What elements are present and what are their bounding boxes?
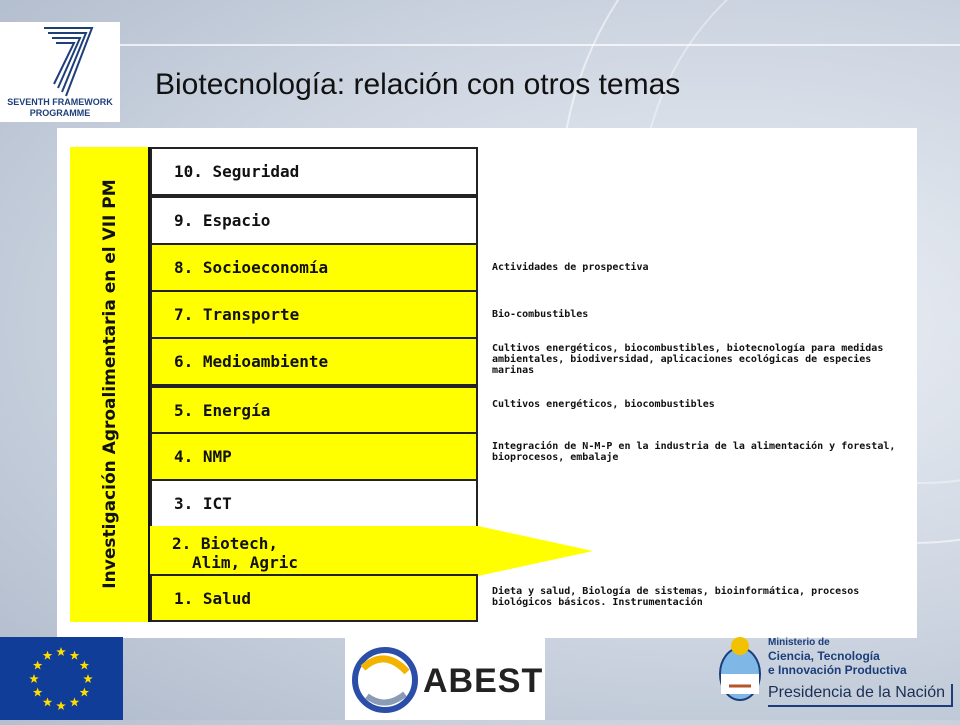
- header-rule: [120, 44, 960, 46]
- eu-star-icon: [33, 688, 43, 697]
- eu-stars-icon: [0, 637, 123, 720]
- eu-star-icon: [70, 651, 80, 660]
- topic-row-transporte: 7. Transporte: [150, 290, 478, 339]
- ministry-logo: [715, 634, 960, 720]
- topic-row-espacio: 9. Espacio: [150, 196, 478, 245]
- topic-desc-medioambiente: Cultivos energéticos, biocombustibles, biotecnología para medidas ambientales, biodiversidad, aplicaciones ecológicas de especies marinas: [492, 343, 884, 376]
- abest-wordmark: ABEST: [423, 662, 544, 700]
- eu-star-icon: [80, 688, 90, 697]
- argentina-coat-of-arms-icon: [715, 634, 765, 714]
- eu-star-icon: [33, 661, 43, 670]
- biotech-label-line1: 2. Biotech,: [172, 534, 278, 553]
- eu-star-icon: [29, 674, 39, 683]
- topic-row-socioeconomia: 8. Socioeconomía: [150, 243, 478, 292]
- topic-row-seguridad: 10. Seguridad: [150, 147, 478, 196]
- topic-row-ict: 3. ICT: [150, 479, 478, 528]
- abest-emblem-icon: [345, 638, 425, 720]
- eu-star-icon: [83, 674, 93, 683]
- topic-row-salud: 1. Salud: [150, 574, 478, 622]
- ministry-line1: Ministerio de: [768, 637, 830, 648]
- eu-star-icon: [56, 701, 66, 710]
- eu-star-icon: [80, 661, 90, 670]
- topic-row-nmp: 4. NMP: [150, 432, 478, 481]
- eu-flag: [0, 637, 123, 720]
- topic-desc-transporte: Bio-combustibles: [492, 309, 589, 320]
- eu-star-icon: [43, 651, 53, 660]
- eu-star-icon: [56, 647, 66, 656]
- biotech-label: [172, 534, 298, 572]
- ministry-line2: Ciencia, Tecnología: [768, 649, 880, 663]
- eu-star-icon: [70, 697, 80, 706]
- topic-desc-energia: Cultivos energéticos, biocombustibles: [492, 399, 715, 410]
- fp7-logo-line2: PROGRAMME: [29, 108, 91, 118]
- ministry-line3: e Innovación Productiva: [768, 663, 907, 677]
- fp7-logo: [0, 22, 120, 122]
- vertical-label: Investigación Agroalimentaria en el VII PM: [100, 179, 120, 589]
- page-title: Biotecnología: relación con otros temas: [155, 68, 681, 101]
- topic-row-energia: 5. Energía: [150, 386, 478, 435]
- fp7-logo-line1: SEVENTH FRAMEWORK: [7, 97, 113, 107]
- topic-desc-salud: Dieta y salud, Biología de sistemas, bioinformática, procesos biológicos básicos. Instrumentación: [492, 586, 860, 608]
- topic-row-medioambiente: 6. Medioambiente: [150, 337, 478, 386]
- topic-desc-socioeconomia: Actividades de prospectiva: [492, 262, 649, 273]
- fp7-seven-icon: [0, 22, 120, 102]
- topic-desc-nmp: Integración de N-M-P en la industria de la alimentación y forestal, bioprocesos, embalaje: [492, 441, 896, 463]
- eu-star-icon: [43, 697, 53, 706]
- biotech-label-line2: Alim, Agric: [192, 553, 298, 572]
- ministry-line4: Presidencia de la Nación: [768, 684, 953, 707]
